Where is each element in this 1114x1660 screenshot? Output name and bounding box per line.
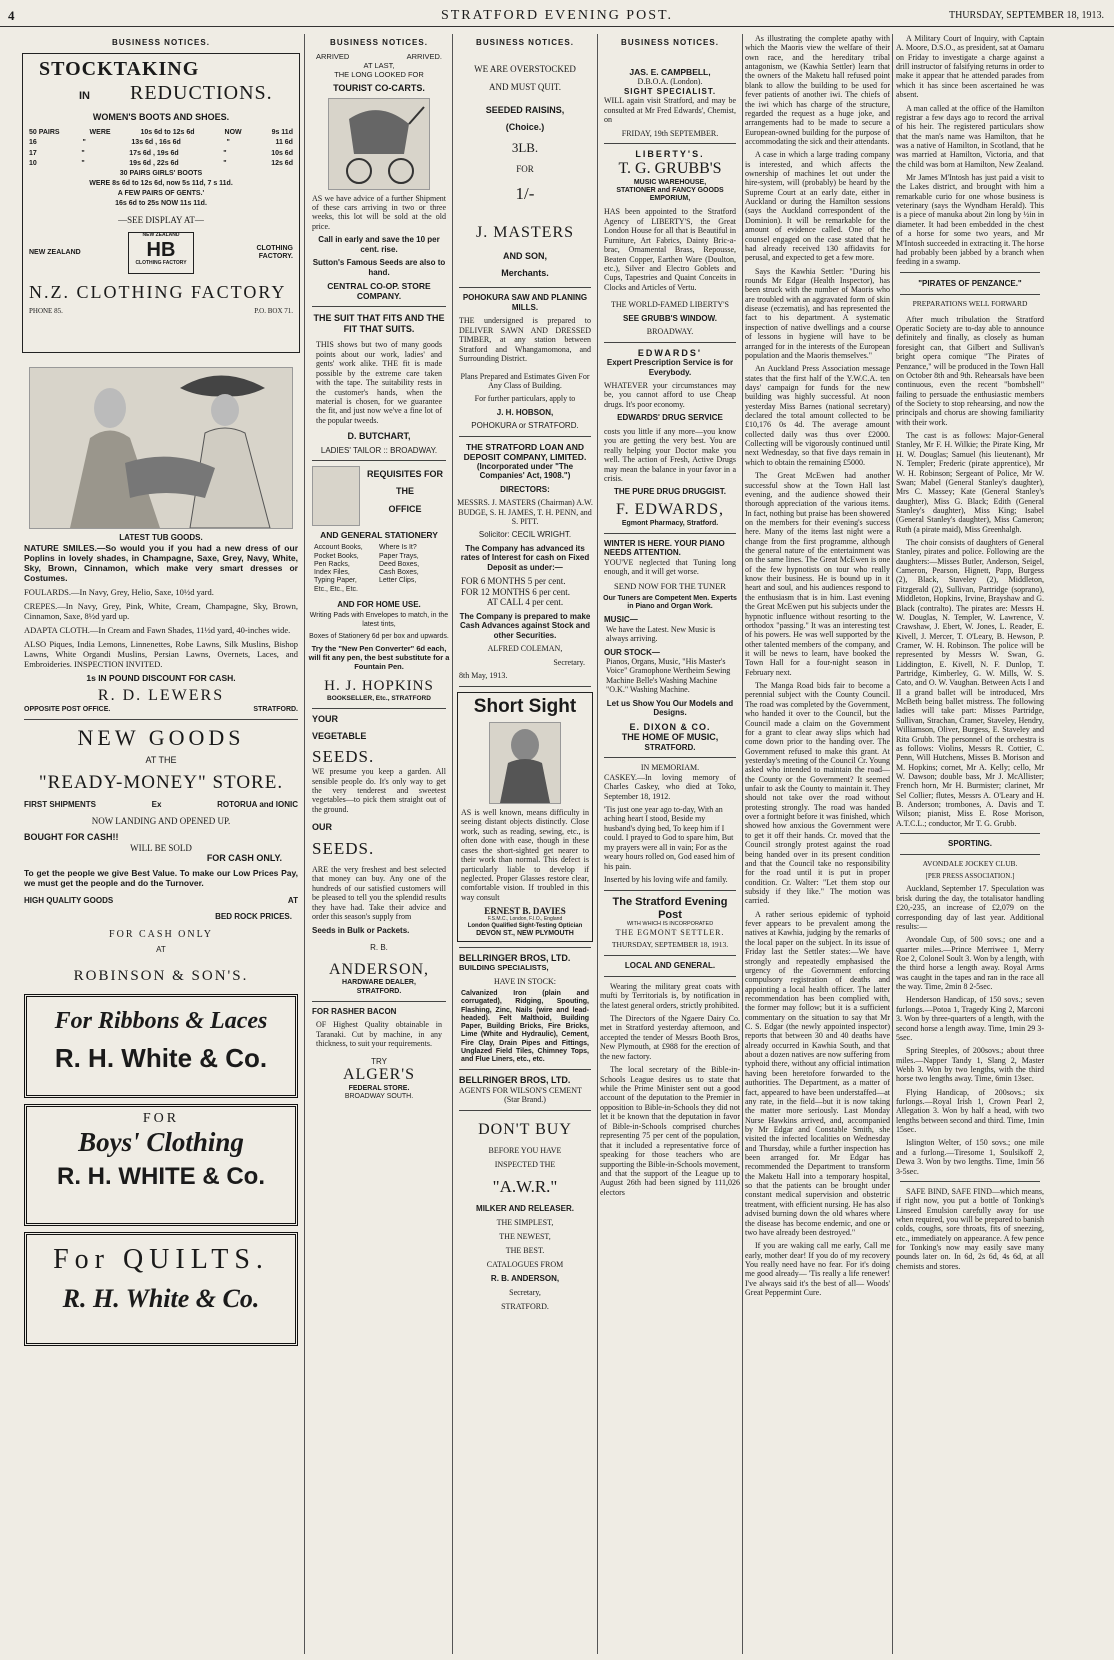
price-table [29, 128, 293, 209]
ad-line: FOR CASH ONLY [109, 928, 213, 940]
ad-line: MUSIC WAREHOUSE, [633, 178, 707, 186]
ad-title: Short Sight [473, 695, 577, 717]
short-sight-ad [457, 692, 593, 943]
section-header: BUSINESS NOTICES. [112, 38, 210, 47]
column-rule [304, 34, 305, 1654]
ad-line: AND MUST QUIT. [489, 81, 561, 92]
ad-line: NOW LANDING AND OPENED UP. [91, 815, 231, 826]
ad-line: PHONE 85. [29, 307, 63, 316]
cell: 19s 6d , 22s 6d [129, 159, 179, 167]
ad-line: Expert Prescription Service is for Everybody. [606, 358, 734, 377]
ad-name: BELLRINGER BROS, LTD. [459, 1075, 571, 1086]
white-ribbons-ad [24, 994, 298, 1098]
soldier-illustration [489, 722, 561, 804]
article-paragraph: Auckland, September 17. Speculation was brisk during the day, the totalisator handling £20,-235, an increase of £2,079 on the corresponding day of last year. Additional results:— [896, 884, 1044, 931]
ad-line: Merchants. [501, 268, 549, 279]
ad-name: CENTRAL CO-OP. STORE COMPANY. [327, 281, 431, 302]
ad-paragraph: ALSO Piques, India Lemons, Linnenettes, Robe Lawns, Silk Muslins, Bishop Lawns, White Organdi Muslins, Persian Lawns, Overnets, Laces, and Embroideries. INSPECTION INVITED. [24, 639, 298, 670]
ad-name: ERNEST B. DAVIES [484, 906, 566, 917]
ad-line: INSPECTED THE [494, 1159, 556, 1169]
ad-title: NEW GOODS [77, 725, 245, 751]
ad-line: (Choice.) [505, 121, 545, 132]
ad-line: AGENTS FOR WILSON'S CEMENT [459, 1085, 582, 1095]
ad-line: LADIES' TAILOR :: BROADWAY. [320, 445, 438, 455]
list-item: Typing Paper, [314, 577, 357, 585]
ad-name: F. EDWARDS, [616, 500, 724, 518]
ad-line: BROADWAY SOUTH. [344, 1093, 414, 1101]
section-header: BUSINESS NOTICES. [330, 38, 428, 47]
list-item: Cash Boxes, [379, 569, 419, 577]
column-6 [896, 34, 1044, 1654]
ad-paragraph: MESSRS. J. MASTERS (Chairman) A.W. BUDGE, S. H. JAMES, T. H. PENN, and S. PITT. [457, 498, 593, 526]
ad-paragraph: The Company is prepared to make Cash Advances against Stock and other Securities. [459, 611, 591, 640]
ad-name: H. J. HOPKINS [324, 677, 434, 694]
ad-paragraph: WE presume you keep a garden. All sensible people do. It's only way to get the very tenderest and sweetest vegetables—to pick them straight out of the ground. [312, 767, 446, 814]
stationery-icon [312, 466, 360, 526]
ad-line: A FEW PAIRS OF GENTS.' [117, 190, 205, 198]
logo-text: CLOTHING FACTORY [135, 259, 187, 266]
ad-line: CATALOGUES FROM [486, 1259, 564, 1269]
ad-name: E. DIXON & CO. [629, 721, 711, 732]
cell: " [226, 139, 230, 147]
cell: " [223, 159, 227, 167]
list-item: Account Books, [314, 544, 363, 552]
ad-paragraph: HAS been appointed to the Stratford Agency of LIBERTY'S, the Great London House for all that is Beautiful in Furniture, Art Fabrics, Dainty Bric-a-brac, Ornamental Brass, Repousse, Beaten Copper, Earthen Ware (Doulton, etc.), Silver and Electro Goblets and Cups, Tapestries and Quaint Conceits in Clocks and Articles of Vertu. [604, 207, 736, 292]
ad-paragraph: Boxes of Stationery 6d per box and upwards. [309, 632, 449, 640]
column-rule [597, 34, 598, 1654]
article-paragraph: The Directors of the Ngaere Dairy Co. met in Stratford yesterday afternoon, and accepted the tender of Messrs Booth Bros, New Plymouth, at £988 for the erection of the new factory. [600, 1013, 740, 1061]
ad-line: Seeds in Bulk or Packets. [312, 925, 410, 935]
ad-line: P.O. BOX 71. [254, 307, 293, 316]
section-title: LOCAL AND GENERAL. [624, 961, 716, 971]
ad-line: THE PURE DRUG DRUGGIST. [613, 487, 726, 497]
nz-clothing-ad [22, 53, 300, 353]
ad-line: FEDERAL STORE. [348, 1084, 410, 1092]
white-boys-ad [24, 1104, 298, 1226]
cell: 12s 6d [271, 159, 293, 167]
ad-line: SEND NOW FOR THE TUNER [614, 580, 726, 591]
list-item: Etc., Etc., Etc. [314, 585, 358, 593]
article-paragraph: CASKEY.—In loving memory of Charles Caskey, who died at Toko, September 18, 1912. [604, 772, 736, 801]
ad-paragraph: FOULARDS.—In Navy, Grey, Helio, Saxe, 10½d yard. [24, 586, 214, 597]
list-item: Where Is It? [379, 544, 417, 552]
ad-paragraph: WILL again visit Stratford, and may be consulted at Mr Fred Edwards', Chemist, on [604, 96, 736, 125]
article-paragraph: SAFE BIND, SAFE FIND—which means, if right now, you put a bottle of Tonking's Linseed Emulsion carefully away for use when required, you will be prepared to banish colds, coughs, sore throats, fits of sneezing, etc., immediately on appearance. A few pence for Tonking's now may easily save many pounds later on. In 6d, 2s 6d, 4s 6d, at all chemists and stores. [896, 1186, 1044, 1271]
ad-line: WERE 8s 6d to 12s 6d, now 5s 11d, 7 s 11d. [89, 179, 233, 187]
ad-line: THURSDAY, SEPTEMBER 18, 1913. [611, 940, 729, 950]
ad-line: BEFORE YOU HAVE [488, 1145, 562, 1155]
ad-line: CLOTHING FACTORY. [256, 244, 293, 260]
ad-name: N.Z. CLOTHING FACTORY [29, 281, 287, 302]
ad-line: ROTORUA and IONIC [217, 800, 298, 810]
page-number: 4 [8, 8, 15, 23]
ad-title: THE SUIT THAT FITS AND THE FIT THAT SUITS. [313, 313, 445, 334]
ad-title: FOR RASHER BACON [312, 1006, 397, 1016]
ad-paragraph: 1s IN POUND DISCOUNT FOR CASH. [86, 673, 236, 684]
hb-logo [128, 232, 194, 274]
ad-line: R. B. [370, 943, 388, 953]
cell: WERE [89, 129, 111, 137]
ad-paragraph: costs you little if any more—you know you are getting the very best. You are really helping your Doctor make you well. The action of Fresh, Active Drugs may mean the balance in your favor in a crisis. [604, 426, 736, 483]
ad-title: STOCKTAKING [39, 58, 200, 81]
list-item: Pocket Books, [314, 552, 359, 560]
robinson-ad [20, 725, 302, 986]
ad-line: SEE GRUBB'S WINDOW. [623, 313, 717, 323]
ad-line: BED ROCK PRICES. [215, 911, 292, 921]
ad-title: DON'T BUY [478, 1120, 572, 1138]
ad-name: BELLRINGER BROS, LTD. [459, 953, 571, 964]
cell: " [81, 149, 85, 157]
ad-line: THE BEST. [505, 1245, 545, 1255]
ad-title: SEEDS. [312, 838, 375, 858]
article-paragraph: Avondale Cup, of 500 sovs.; one and a quarter miles.—Prince Merriwee 1, Merry Roe 2, Colonel Soult 3. Won by a length, with the third horse a length away. Royal Arms was caught in the tapes and ran in the race all the way. Time, 2min 8 2-5sec. [896, 935, 1044, 992]
ad-paragraph: ADAPTA CLOTH.—In Cream and Fawn Shades, 11½d yard, 40-inches wide. [24, 624, 291, 635]
ad-name: T. G. GRUBB'S [618, 159, 722, 177]
ad-line: TRY [371, 1056, 387, 1066]
ad-paragraph: ARE the very freshest and best selected that money can buy. Any one of the hundreds of our satisfied customers will be pleased to tell you the splendid results they have had. Take their advice and order this season's supply from [312, 865, 446, 922]
cell: " [81, 159, 85, 167]
article-paragraph: The Great McEwen had another successful show at the Town Hall last evening, and the audience showed their thorough appreciation of the various items. In fact, nothing but praise has been showered on the members for their evening's success here. Many of the items last night were a change from the first programme, although the general nature of the entertainment was on the same lines. The Great McEwen is one of the few hypnotists on tour who really know their business. He is bound up in it heart and soul, and his audiences respond to the enthusiasm that is in him. Last evening the Great McEwen put his subjects under the hypnotic influence without resorting to the orthodox "passing." It was an interesting test of his powers. He was well supported by the other talented members of the company, and it will be news to learn, have booked the Town Hall for a four-night season in February next. [745, 471, 890, 677]
ad-paragraph: YOU'VE neglected that Tuning long enough, and it will get worse. [604, 557, 736, 577]
ad-line: AT CALL 4 per cent. [486, 597, 564, 608]
cell: 10s 6d to 12s 6d [140, 129, 195, 137]
ad-name: R. H. White & Co. [62, 1283, 260, 1313]
article-paragraph: The cast is as follows: Major-General Stanley, Mr F. H. Wilkie; the Pirate King, Mr H. W. Douglas; Samuel (his lieutenant), Mr N. Templer; Frederic (pirate apprentice), Mr W. H. Robinson; Sergeant of Police, Mr W. Swan; Mabel (General Stanley's daughter), Mrs C. Massey; Kate (General Stanley's daughter), Miss G. Black; Edith (General Stanley's daughter), Miss King; Isabel (General Stanley's daughter), Miss Cameron; Ruth (a pirate maid), Miss Greenhalgh. [896, 431, 1044, 534]
masthead-date: THURSDAY, SEPTEMBER 18, 1913. [948, 10, 1104, 21]
ad-line: NEW ZEALAND [29, 248, 81, 256]
ad-name: ROBINSON & SON'S. [73, 968, 249, 985]
ad-line: FRIDAY, 19th SEPTEMBER. [621, 128, 719, 138]
ad-line: AND FOR HOME USE. [337, 599, 421, 609]
ad-title: "A.W.R." [492, 1176, 558, 1196]
ad-title: AND GENERAL STATIONERY [320, 530, 438, 541]
ad-line: SEEDED RAISINS, [485, 104, 565, 115]
article-paragraph: Inserted by his loving wife and family. [604, 875, 728, 885]
ad-line: FOR CASH ONLY. [206, 853, 282, 864]
poem: If you are waking call me early, Call me early, mother dear! If you do of my recovery You really need have no fear. For it's doing me good already— 'Tis really a life renewer! I've always said it's the best of all— Woods' Great Peppermint Cure. [745, 1241, 890, 1298]
article-paragraph: After much tribulation the Stratford Operatic Society are to-day able to announce definitely and finally, as closely as human foresight can, that Gilbert and Sullivan's bright opera comique "The Pirates of Penzance," will be produced in the Town Hall on October 8th and 9th. Rehearsals have been continuous, even the recent "bombshell" failing to persuade the enthusiastic members of the Society to stop rehearsing, and now the principals and chorus are showing familiarity with their work. [896, 314, 1044, 427]
ad-line: BOUGHT FOR CASH!! [24, 832, 119, 843]
ad-line: DEVON ST., NEW PLYMOUTH [476, 929, 574, 937]
ad-line: AT THE [145, 755, 177, 766]
ad-line: Solicitor: CECIL WRIGHT. [478, 530, 572, 540]
ad-name: R. D. LEWERS [97, 687, 225, 705]
ad-paragraph: Pianos, Organs, Music, "His Master's Voice" Gramophone Wertheim Sewing Machine Belle's Washing Machine "O.K." Washing Machine. [606, 657, 731, 695]
ad-title: EDWARDS' [637, 347, 703, 358]
article-paragraph: A man called at the office of the Hamilton registrar a few days ago to record the arrival of his heir. The registered particulars show that the man's name was Hamilton, that he was a native of Hamilton, in Scotland, that he was married at Hamilton, Victoria, and that the child was born at Hamilton, New Zealand. [896, 103, 1044, 169]
pram-illustration [328, 98, 430, 190]
stationery-list [308, 544, 450, 594]
ad-line: (Star Brand.) [504, 1095, 546, 1105]
ad-line: EDWARDS' DRUG SERVICE [617, 413, 723, 423]
cell: 11 6d [275, 139, 293, 147]
article-paragraph: Islington Welter, of 150 sovs.; one mile and a furlong.—Tiresome 1, Soulsikoff 2, Dewa 3. Won by two lengths. Time, 1min 56 3-5sec. [896, 1138, 1044, 1176]
column-5 [745, 34, 890, 1654]
ad-line: —SEE DISPLAY AT— [118, 215, 204, 226]
ad-line: WE ARE OVERSTOCKED [474, 64, 576, 75]
ad-paragraph: We have the Latest. New Music is always arriving. [606, 624, 716, 644]
ad-line: VEGETABLE [312, 730, 367, 741]
ad-line: OFFICE [388, 503, 422, 514]
ad-line: HIGH QUALITY GOODS [24, 896, 114, 906]
ad-line: THE WORLD-FAMED LIBERTY'S [611, 300, 729, 310]
ad-name: ANDERSON, [328, 960, 430, 978]
ad-line: MILKER AND RELEASER. [476, 1203, 574, 1213]
article-paragraph: Wearing the military great coats with mufti by Territorials is, by notification in the latest general orders, strictly prohibited. [600, 981, 740, 1010]
section-title: IN MEMORIAM. [640, 763, 700, 773]
ad-line: 8th May, 1913. [459, 671, 508, 681]
ad-line: R. B. ANDERSON, [490, 1273, 560, 1283]
ad-line: Ex [151, 800, 162, 810]
ad-paragraph: AS is well known, means difficulty in seeing distant objects distinctly. Close work, such as reading, sewing, etc., is often done with ease, though in these cases the short-sighted get nearer to their work than normal. This defect is particularly liable to develop if neglected. Proper Glasses restore clear, comfortable vision. If troubled in this way consult [461, 807, 589, 902]
section-header: BUSINESS NOTICES. [621, 38, 719, 47]
ad-line: OUR [312, 822, 332, 833]
ad-line: HAVE IN STOCK: [494, 976, 556, 986]
article-paragraph: A rather serious epidemic of typhoid fever appears to be prevalent among the natives at Kawhia, judging by the remarks of the local paper on the subject. In its issue of Friday last the Settler states:—We have strongly and repeatedly emphasised the urgency of the Government enforcing compulsory registration of deaths and appointing a local health officer. The latter recommendation has been complied with, the former may follow; but it is a sufficient commentary on the situation to say that Mr C. S. Edgar (the newly appointed inspector) reports that between 30 and 40 deaths have already occurred in Kawhia South, and that about a dozen natives are now suffering from typhoid there, without any official intimation having been heretofore forwarded to the authorities. The Department, as a matter of fact, appeared to have been understaffed—at any rate, in the field—but it is now taking the matter more seriously. Last Monday Nurse Hawkins arrived, and, accompanied by Mr Edgar and Constable Smith, she visited the infected localities on Wednesday and Thursday, while a further inspection has been arranged for. Mr Edgar has recommended the Department to transform the Maketu Hall into a temporary hospital, so that the patients can be brought under constant medical supervision and obstetric treatment, with efficient nursing. He has also advised burning down the old whares where the disease has become endemic, and one or two have already been destroyed." [745, 909, 890, 1237]
ad-line: THE LONG LOOKED FOR [334, 70, 424, 80]
article-paragraph: Mr James M'Intosh has just paid a visit to the Lakes district, and brought with him a remarkable curio for one whose business is veterinary (says the Wyndham Herald). This is a piece of manuka about 2in long by ½in in diameter. It had been embedded in the chest of a horse for some two years, and Mr M'Intosh succeeded in extracting it. The horse had probably been jabbed by a branch when feeding in a swamp. [896, 173, 1044, 267]
ad-line: WILL BE SOLD [130, 842, 192, 853]
ad-line: BOOKSELLER, Etc., STRATFORD [327, 695, 431, 703]
cell: 17s 6d , 19s 6d [129, 149, 179, 157]
article-paragraph: The local secretary of the Bible-in-Schools League desires us to state that while the Prime Minister sent out a good account of the deputation to the Premier in opposition to Bible-in-Schools they did not let it be known that the deputation in favor of Bible-in-Schools comprised churches representing 75 per cent of the population, that it included a representative force of speaking for those teachers who are supporting the Bible-in-Schools movement, and that the support of the League up to August 26th had been signed by 111,026 electors [600, 1065, 740, 1197]
section-subtitle: [PER PRESS ASSOCIATION.] [925, 872, 1015, 881]
masters-ad [455, 61, 595, 282]
ad-title: Boys' Clothing [78, 1127, 244, 1158]
ad-paragraph: The Company has advanced its rates of Interest for cash on Fixed Deposit as under:— [460, 543, 590, 572]
article-paragraph: A case in which a large trading company is interested, and which affects the ownership of machines let out under the hire-system, will (probably) be heard by the Supreme Court at an early date, either in Auckland or during the Hamilton sessions (says the Auckland correspondent of the Dominion). It will be remarkable for the amount of evidence called. One of the counsel engaged on the case stated that he had already received 130 affidavits for perusal, and expected to get a few more. [745, 150, 890, 263]
section-title: SPORTING. [947, 839, 992, 849]
ad-line: FOR [142, 1110, 180, 1126]
ad-line: FOR [516, 163, 534, 174]
ill-caption: LATEST TUB GOODS. [119, 533, 203, 543]
ad-line: STRATFORD. [356, 987, 402, 995]
ad-paragraph: Plans Prepared and Estimates Given For Any Class of Building. [460, 371, 590, 390]
ad-line: EMPORIUM, [649, 195, 691, 203]
ad-line: AT [156, 944, 166, 954]
newspaper-title: STRATFORD EVENING POST. [440, 8, 674, 23]
ad-line: Egmont Pharmacy, Stratford. [621, 519, 719, 527]
column-rule [742, 34, 743, 1654]
article-paragraph: The choir consists of daughters of General Stanley, pirates and police. Following are the daughters:—Misses Butler, Anderson, Seigel, Cameron, Pearson, Hignett, Papp, Burgess (2), Black, Staveley (2), Middleton, Fitzgerald (2), Sullivan, Partridge (soprano), Middleton, Hopkins, Irvine, Brayshaw and G. Black (contralto). The pirates are: Messrs H. W. Douglas, N. Templer, W. Lawrence, V. Crawshaw, J. Ebert, W. Jones, L. Reader, E. Kivell, J. Mercer, T. O'Leary, B. Hewson, P. Cramer, W. H. Robinson. The police will be represented by Messrs W. Swan, G. Liddington, E. Kivell, N. F. Dunlop, T. Partridge, Kimberley, G. W. Mills, W. S. Cato, and O. W. Vaughan. Between Acts I and II a grand ballet will be introduced, Mrs McBeth being ballet mistress. The following ladies will take part: Misses Partridge, Sullivan, Strachan, Cramer, Staveley, Hendry, Williamson, Oliver, Burgess, E. Staveley and Rita Grubb. The personnel of the orchestra is as follows: Violins, Messrs R. Cottier, C. Penn, Will Hutchens, Misses B. Morison and M. Hopkins; cornet, Mr A. Kelly; cello, Mr W. Dawson; double bass, Mr J. McAllister; French horn, Mr H. Burmister; clarinet, Mr Sel Collier; flutes, Messrs A. O'Leary and H. B. Anderson; trombones, A. Davis and T. Wilson; pianist, Miss E. Rose Morison, A.T.C.L.; conductor, Mr T. G. Grubb. [896, 538, 1044, 828]
ad-paragraph: NATURE SMILES.—So would you if you had a new dress of our Poplins in lovely shades, in Champagne, Saxe, Grey, Navy, White, Sky, Brown, Cinnamon, which make very smart dresses or Costumes. [24, 542, 298, 583]
ad-line: OUR STOCK— [604, 647, 660, 657]
ad-line: FOR 6 MONTHS 5 per cent. [461, 576, 566, 587]
newspaper-nameplate: The Stratford Evening Post [612, 895, 728, 921]
article-paragraph: Spring Steeples, of 200sovs.; about three miles.—Napper Tandy 1, Slang 2, Master Webb 3. Won by two lengths, with the third horse two lengths away. Time, 6min 13sec. [896, 1046, 1044, 1084]
ad-line: FOR 12 MONTHS 6 per cent. [461, 586, 570, 597]
cell: 50 PAIRS [29, 129, 60, 137]
ad-paragraph: THE undersigned is prepared to DELIVER SAWN AND DRESSED TIMBER, at any station between Stratford and Whangamomona, and Surrounding District. [459, 316, 591, 364]
ad-line: F.S.M.C., London, F.I.O., England [487, 915, 563, 922]
article-paragraph: As illustrating the complete apathy with which the Maoris view the welfare of their own race, and the hereditary tribal antagonism, we (Kawhia Settler) learn that the owners of the Maketu hall refused point blank to allow the building to be used for fever patients of another iwi. The chiefs of the iwi which has charge of the structure, regarded the request as a huge joke, and arrangements had to be made to secure a European-owned building for the purpose of accommodating the sick and their attendants. [745, 34, 890, 146]
column-2 [308, 34, 450, 1654]
ad-line: STATIONER and FANCY GOODS [616, 186, 724, 194]
ad-line: WITH WHICH IS INCORPORATED [626, 921, 714, 928]
ad-line: Sutton's Famous Seeds are also to hand. [312, 258, 446, 277]
cell: 10s 6d [271, 149, 293, 157]
ad-line: THE NEWEST, [499, 1231, 551, 1241]
ad-title: THE STRATFORD LOAN AND DEPOSIT COMPANY, LIMITED. [463, 441, 587, 462]
ad-paragraph: To get the people we give Best Value. To make our Low Prices Pay, we must get the people and do the Turnover. [24, 868, 298, 889]
ad-line: 3LB. [511, 139, 539, 155]
ad-line: LIBERTY'S. [635, 149, 705, 160]
ad-line: Let us Show You Our Models and Designs. [606, 698, 734, 718]
list-item: Pen Racks, [314, 560, 350, 568]
cell: 16 [29, 139, 37, 147]
cell: " [223, 149, 227, 157]
cell: 10 [29, 159, 37, 167]
ad-title: "READY-MONEY" STORE. [38, 771, 284, 793]
ad-line: MUSIC— [604, 615, 638, 625]
ad-name: R. H. White & Co. [54, 1043, 268, 1074]
ad-title: SIGHT SPECIALIST. [623, 86, 717, 96]
ad-line: YOUR [312, 713, 339, 724]
ad-line: STRATFORD. [501, 1301, 549, 1311]
ad-line: 16s 6d to 25s NOW 11s 11d. [115, 200, 207, 208]
ad-title: TOURIST CO-CARTS. [333, 82, 425, 93]
ad-line: BROADWAY. [646, 327, 694, 337]
ad-line: London Qualified Sight-Testing Optician [467, 922, 583, 929]
list-item: Deed Boxes, [379, 560, 420, 568]
column-4 [600, 34, 740, 1654]
ad-line: STRATFORD. [644, 742, 696, 752]
ad-line: FIRST SHIPMENTS [24, 800, 97, 810]
article-paragraph: Says the Kawhia Settler: "During his rounds Mr Edgar (Health Inspector), has been struck with the number of Maoris who are troubled with an aggravated form of skin disease (eczematis), and has represented the fact to his department. A systematic inspection of native dwellings and a course of lessons in hygiene will have to be arranged for in the interests of the European population and the Maoris themselves." [745, 266, 890, 360]
list-item: Index Files, [314, 569, 350, 577]
ad-line: Call in early and save the 10 per cent. rise. [318, 235, 440, 254]
ad-name: R. H. WHITE & Co. [57, 1163, 265, 1191]
ad-line: Secretary, [509, 1287, 541, 1297]
ad-line: THE EGMONT SETTLER. [615, 927, 725, 937]
cell: 9s 11d [271, 129, 293, 137]
ad-line: ARRIVED [316, 52, 350, 62]
ad-name: ALFRED COLEMAN, [487, 644, 563, 654]
poem: 'Tis just one year ago to-day, With an aching heart I stood, Beside my husband's dying bed, To keep him if I could. I prayed to God to spare him, But my prayers were all in vain; For as the weary hours rolled on, God eased him of his pain. [604, 805, 735, 871]
ad-line: THE HOME OF MUSIC, [621, 732, 719, 743]
ad-title: SEEDS. [312, 747, 375, 767]
ad-title: For Ribbons & Laces [54, 1007, 268, 1034]
ad-paragraph: OF Highest Quality obtainable in Taranaki. Cut by machine, in any thickness, to suit your requirements. [316, 1020, 442, 1049]
column-rule [892, 34, 893, 1654]
ad-paragraph: Try the "New Pen Converter" 6d each, will fit any pen, the best substitute for a Fountain Pen. [308, 644, 450, 671]
ad-line: HARDWARE DEALER, [342, 979, 416, 987]
ad-paragraph: CREPES.—In Navy, Grey, Pink, White, Cream, Champagne, Sky, Brown, Cinnamon, Saxe, 8½d yard up. [24, 600, 298, 621]
ad-line: OPPOSITE POST OFFICE. [24, 705, 111, 713]
ad-name: D. BUTCHART, [347, 431, 411, 442]
list-item: Letter Clips, [379, 577, 417, 585]
ad-line: DIRECTORS: [500, 484, 550, 494]
ad-line: Secretary. [553, 657, 585, 667]
ad-name: J. MASTERS [475, 223, 575, 241]
column-rule [452, 34, 453, 1654]
ad-title: POHOKURA SAW AND PLANING MILLS. [462, 293, 588, 312]
masthead [0, 6, 1114, 27]
ad-name: ALGER'S [342, 1066, 416, 1084]
ad-line: BUILDING SPECIALISTS, [459, 962, 549, 972]
ad-title: For QUILTS. [53, 1243, 269, 1275]
ad-line: 30 PAIRS GIRLS' BOOTS [119, 169, 203, 177]
white-quilts-ad [24, 1232, 298, 1346]
ad-paragraph: WHATEVER your circumstances may be, you cannot afford to use Cheap drugs. It's poor economy. [604, 381, 736, 409]
ad-line: AND SON, [502, 251, 547, 262]
ad-subtitle: WOMEN'S BOOTS AND SHOES. [92, 111, 230, 122]
column-3 [455, 34, 595, 1654]
ad-title: REDUCTIONS. [130, 82, 273, 105]
logo-text: NEW ZEALAND [142, 231, 180, 238]
ad-line: STRATFORD. [253, 705, 298, 713]
ad-line: THE [396, 486, 414, 497]
ad-line: (Incorporated under "The Companies' Act, 1908.") [476, 461, 574, 481]
ad-name: J. H. HOBSON, [496, 407, 554, 417]
ad-paragraph: Calvanized Iron (plain and corrugated), Ridging, Spouting, Flashing, Zinc, Nails (wire and lead-headed). Felt Malthoid, Building Paper, Building Bricks, Fire Bricks, Lime (White and Hydraulic), Cement, Fire Clay, Drain Pipes and Fittings, Unglazed Field Tiles, Chimney Tops, and Flue Liners, etc., etc. [461, 990, 589, 1064]
ad-title: WINTER IS HERE. YOUR PIANO NEEDS ATTENTION. [604, 538, 725, 558]
article-paragraph: The Manga Road bids fair to become a perennial subject with the County Council. The road was completed by the Government, who handed it over to the Council, but the Council made a claim on the Government for a grant to clear away slips which had come down prior to the handing over. The Government refused to make this grant. At yesterday's meeting of the Council Cr. Young asked who intended to maintain the road—the County or the Government? It seemed unfair to ask the County to maintain it. They should not take over the road without protesting strongly. The road was handed over a fortnight before it was finished, which showed how anxious the Government were to get it off their hands. Cr. moved that the Council strongly protest against the road being handed over in its present condition and that the Council take no responsibility for the road until it is put in proper condition. Cr. Walter: "Let them stop our subsidy if they like." The motion was carried. [745, 681, 890, 906]
ad-paragraph: Our Tuners are Competent Men. Experts in Piano and Organ Work. [603, 594, 737, 610]
ad-paragraph: AS we have advice of a further Shipment of these cars arriving in two or three weeks, this lot will be sold at the old price. [312, 193, 446, 231]
list-item: Paper Trays, [379, 552, 419, 560]
ad-name: JAS. E. CAMPBELL, [629, 67, 711, 78]
cell: " [82, 139, 86, 147]
ad-word: IN [79, 90, 90, 103]
ad-line: AT LAST, [363, 61, 395, 71]
ad-line: REQUISITES FOR [366, 469, 443, 480]
logo-text: HB [146, 238, 176, 261]
ad-line: POHOKURA or STRATFORD. [471, 421, 579, 431]
ad-paragraph: For further particulars, apply to [474, 394, 576, 404]
article-paragraph: An Auckland Press Association message states that the first half of the Y.W.C.A. ten days' campaign for funds for the new building was highly successful. At noon yesterday Miss Barnes (national secretary) declared the total amount collected to be £10,176 0s 4d. The average amount collected daily was thus over £2000. Collecting will be vigorously continued until next Wednesday, so that five days remain in which to obtain the remaining £5000. [745, 364, 890, 467]
cell: 17 [29, 149, 37, 157]
cell: 13s 6d , 16s 6d [131, 139, 181, 147]
column-1 [20, 34, 302, 1654]
cell: NOW [224, 129, 242, 137]
ad-line: D.B.O.A. (London). [637, 77, 703, 87]
article-paragraph: Flying Handicap, of 200sovs.; six furlongs.—Royal Irish 1, Crown Pearl 2, Allegation 3. Won by half a head, with two lengths between second and third. Time, 1min 15sec. [896, 1087, 1044, 1135]
tub-goods-illustration [29, 367, 293, 529]
article-paragraph: A Military Court of Inquiry, with Captain A. Moore, D.S.O., as president, sat at Oamaru on Friday to investigate a charge against a drill instructor of falsifying returns in order to make it appear that he attended parades from which it has since been ascertained he was absent. [896, 34, 1044, 100]
ad-line: ARRIVED. [406, 52, 442, 62]
section-header: BUSINESS NOTICES. [476, 38, 574, 47]
ad-paragraph: Writing Pads with Envelopes to match, in the latest tints, [309, 612, 449, 628]
ad-line: THE SIMPLEST, [496, 1217, 554, 1227]
section-subtitle: PREPARATIONS WELL FORWARD [912, 298, 1028, 308]
ad-line: AT [287, 896, 298, 906]
section-subtitle: AVONDALE JOCKEY CLUB. [922, 858, 1018, 868]
ad-line: 1/- [515, 183, 535, 203]
section-title: "PIRATES OF PENZANCE." [918, 278, 1022, 288]
ad-paragraph: THIS shows but two of many goods points about our work, ladies' and gents' work alike. THE fit is made possible by the extreme care taken with the tape. The suitability rests in the customer's hands, when the material is chosen, for we guarantee the fit, and just now we've a fine lot of the popular tweeds. [316, 340, 442, 425]
article-paragraph: Henderson Handicap, of 150 sovs.; seven furlongs.—Potoa 1, Tragedy King 2, Marconi 3. Won by three-quarters of a length, with the second horse a length away. Time, 1min 29 3-5sec. [896, 995, 1044, 1042]
